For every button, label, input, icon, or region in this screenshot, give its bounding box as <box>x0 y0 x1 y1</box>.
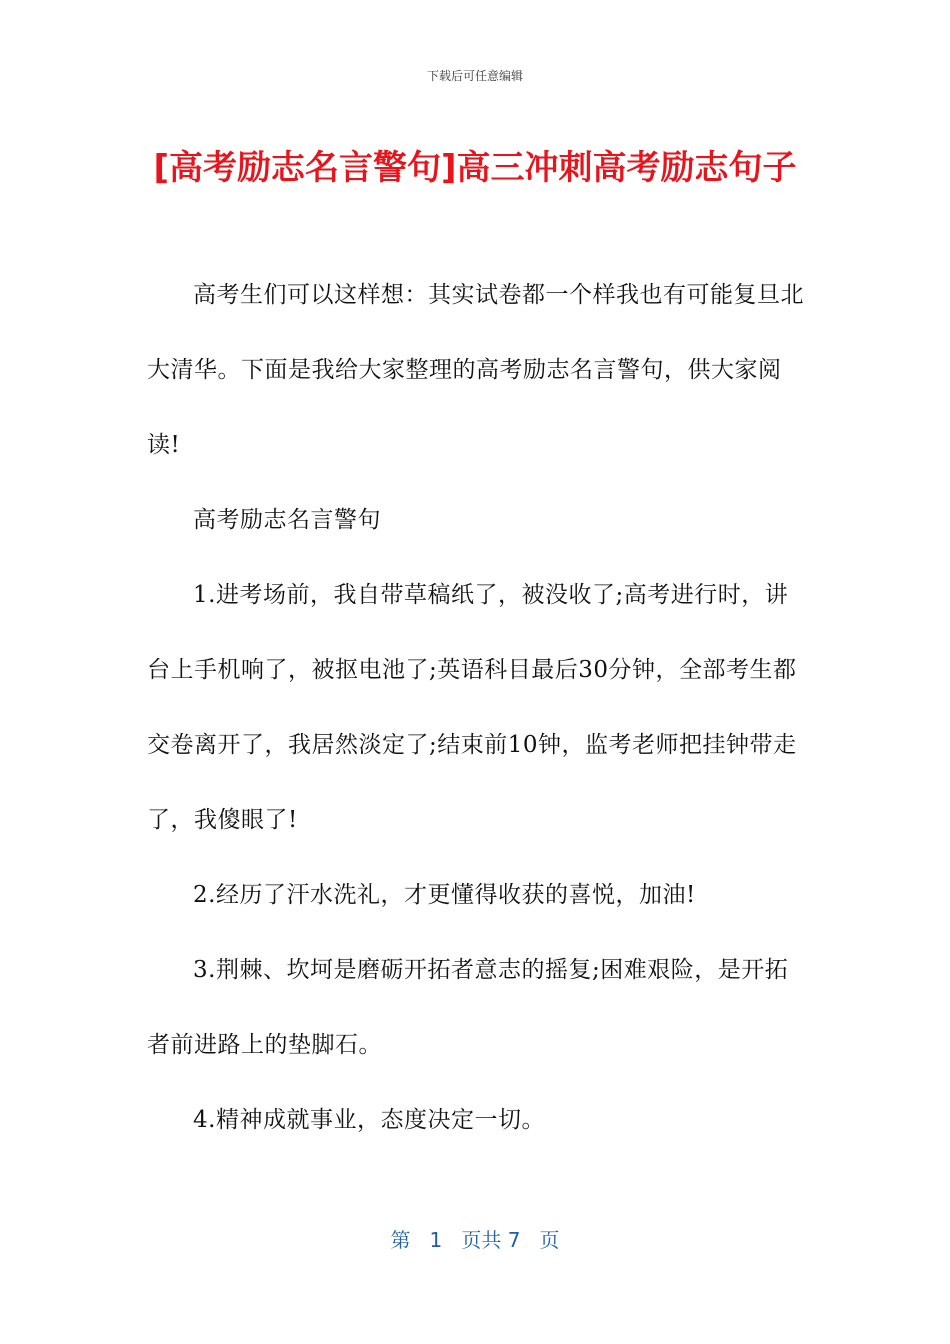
footer-current-page: 1 <box>429 1228 443 1252</box>
paragraph-quote-1: 1.进考场前，我自带草稿纸了，被没收了;高考进行时，讲台上手机响了，被抠电池了;英语科目最后30分钟，全部考生都交卷离开了，我居然淡定了;结束前10钟，监考老师把挂钟带走了，我傻眼了! <box>147 582 797 833</box>
footer-suffix: 页 <box>539 1228 560 1252</box>
paragraph-quote-2: 2.经历了汗水洗礼，才更懂得收获的喜悦，加油! <box>193 882 696 908</box>
footer-total-pages: 7 <box>507 1228 521 1252</box>
paragraph-section-heading: 高考励志名言警句 <box>193 507 381 533</box>
footer-mid: 页共 <box>461 1228 502 1252</box>
document-title: [高考励志名言警句]高三冲刺高考励志句子 <box>153 148 797 188</box>
paragraph-quote-4: 4.精神成就事业，态度决定一切。 <box>193 1107 545 1133</box>
footer-prefix: 第 <box>390 1228 411 1252</box>
paragraph-intro: 高考生们可以这样想：其实试卷都一个样我也有可能复旦北大清华。下面是我给大家整理的高考励志名言警句，供大家阅读! <box>147 282 804 458</box>
page-footer <box>0 1224 950 1253</box>
header-note: 下载后可任意编辑 <box>426 69 523 83</box>
paragraph-quote-3: 3.荆棘、坎坷是磨砺开拓者意志的摇复;困难艰险，是开拓者前进路上的垫脚石。 <box>147 957 789 1058</box>
document-body <box>147 258 807 1158</box>
